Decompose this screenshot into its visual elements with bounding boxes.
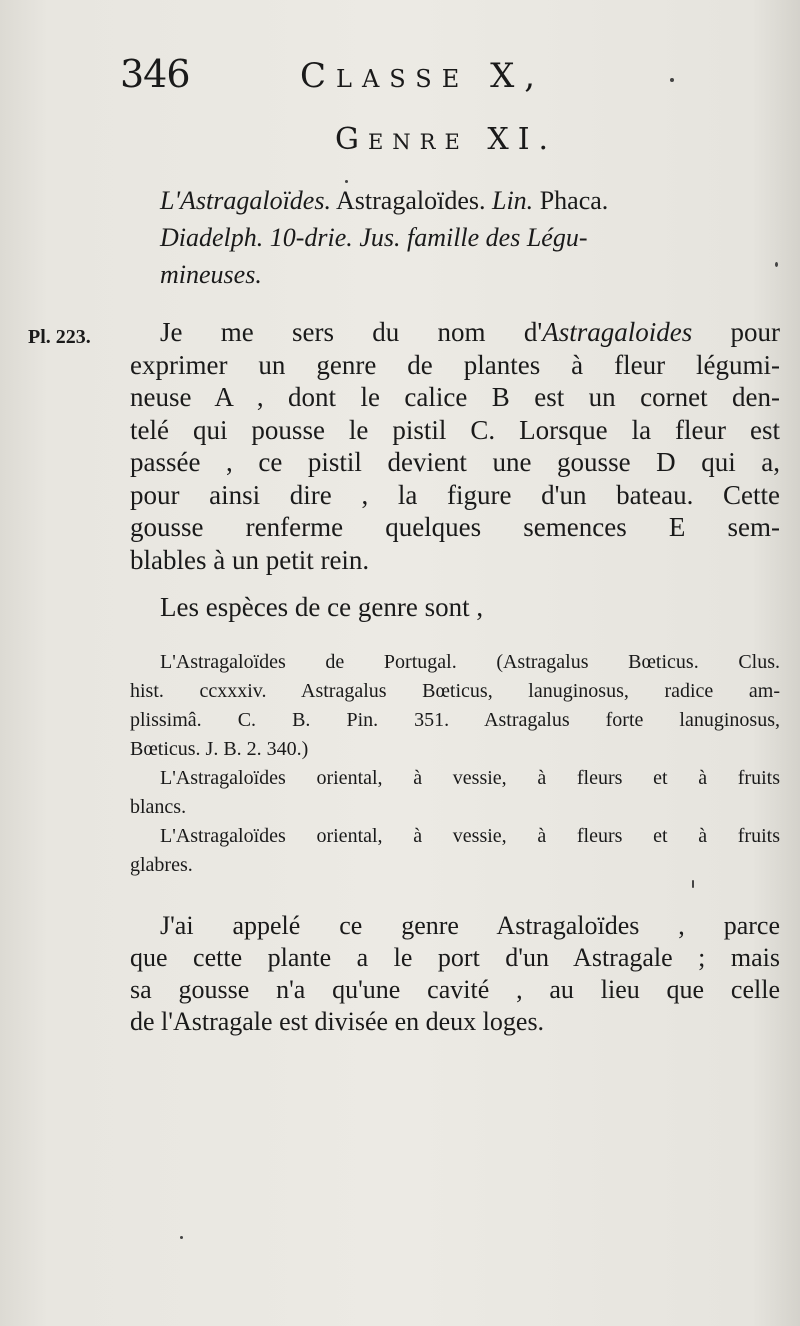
- description-paragraph: [130, 316, 780, 576]
- paragraph-line: que cette plante a le port d'un Astragale ; mais: [130, 943, 780, 972]
- species-intro: Les espèces de ce genre sont ,: [160, 592, 484, 622]
- running-header: [120, 52, 680, 100]
- synonymy-line-3: [160, 256, 772, 293]
- species-line: Bœticus. J. B. 2. 340.): [130, 738, 309, 760]
- species-list: [130, 648, 780, 880]
- genus-latin: Astragaloïdes.: [330, 186, 492, 215]
- linnaeus-abbrev: Lin.: [492, 186, 534, 215]
- paragraph-line: passée , ce pistil devient une gousse D qui a,: [130, 447, 780, 477]
- species-line: glabres.: [130, 854, 193, 876]
- paragraph-line: telé qui pousse le pistil C. Lorsque la fleur est: [130, 414, 780, 445]
- ink-speck: [775, 262, 778, 267]
- paragraph-line: pour ainsi dire , la figure d'un bateau. Cette: [130, 479, 780, 510]
- paragraph-line: de l'Astragale est divisée en deux loges.: [130, 1007, 545, 1036]
- ink-speck: [180, 1236, 183, 1239]
- paragraph-line: exprimer un genre de plantes à fleur légumi-: [130, 349, 780, 380]
- order-decandria: 10-drie.: [263, 223, 360, 252]
- species-line: plissimâ. C. B. Pin. 351. Astragalus forte lanuginosus,: [130, 709, 780, 731]
- remarks-paragraph: [130, 910, 780, 1038]
- synonymy-line-2: [160, 219, 772, 256]
- ink-speck: [670, 78, 674, 82]
- paragraph-line: J'ai appelé ce genre Astragaloïdes , parce: [160, 911, 780, 940]
- paragraph-line: neuse A , dont le calice B est un cornet den-: [130, 382, 780, 412]
- synonymy-block: [160, 182, 772, 293]
- paragraph-line: blables à un petit rein.: [130, 544, 370, 575]
- page-number: 346: [120, 52, 190, 96]
- genre-heading: Genre XI.: [335, 122, 558, 157]
- running-title: Classe X,: [300, 56, 546, 96]
- species-line: L'Astragaloïdes oriental, à vessie, à fleurs et à fruits: [160, 767, 780, 789]
- class-diadelph: Diadelph.: [160, 223, 264, 252]
- linnaeus-genus: Phaca.: [533, 186, 609, 215]
- species-line: L'Astragaloïdes oriental, à vessie, à fleurs et à fruits: [160, 825, 780, 847]
- family-name-end: mineuses.: [160, 260, 262, 289]
- plate-reference: Pl. 223.: [28, 326, 91, 348]
- ink-speck: [692, 880, 694, 888]
- paragraph-line: Je me sers du nom d'Astragaloides pour: [160, 317, 780, 347]
- genus-name: L'Astragaloïdes.: [160, 186, 331, 215]
- ink-speck: [345, 180, 348, 183]
- species-line: blancs.: [130, 796, 187, 818]
- species-line: L'Astragaloïdes de Portugal. (Astragalus Bœticus. Clus.: [160, 651, 780, 673]
- paragraph-line: gousse renferme quelques semences E sem-: [130, 512, 780, 542]
- paragraph-line: sa gousse n'a qu'une cavité , au lieu que celle: [130, 975, 780, 1004]
- jussieu-family: Jus. famille des Légu-: [359, 223, 588, 252]
- synonymy-line-1: [160, 182, 772, 219]
- species-line: hist. ccxxxiv. Astragalus Bœticus, lanuginosus, radice am-: [130, 680, 780, 702]
